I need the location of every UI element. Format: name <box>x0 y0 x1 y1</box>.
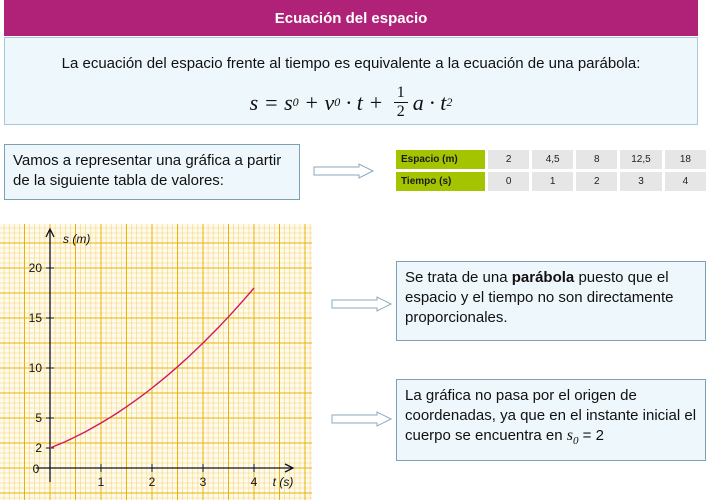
table-row <box>396 150 706 169</box>
y-tick-label: 15 <box>28 311 42 325</box>
origin-s-sub: 0 <box>573 435 579 448</box>
parabola-text-pre: Se trata de una <box>405 269 512 286</box>
origin-s0 <box>566 427 579 448</box>
y-axis-label: s (m) <box>63 232 91 246</box>
chart-background <box>0 224 312 500</box>
table-cell: 8 <box>576 150 617 169</box>
space-time-chart <box>0 224 312 500</box>
formula-dot-t: · t + <box>340 89 389 115</box>
intro-panel <box>4 37 698 125</box>
x-tick-label: 2 <box>148 475 156 489</box>
table-row-label: Espacio (m) <box>396 150 485 169</box>
arrow-right-icon <box>331 296 393 312</box>
table-cell: 4 <box>665 172 706 191</box>
y-tick-label: 20 <box>28 261 42 275</box>
x-tick-label: 3 <box>199 475 207 489</box>
page-title <box>4 0 698 36</box>
table-cell: 4,5 <box>532 150 573 169</box>
table-intro-text: Vamos a representar una gráfica a partir de la siguiente tabla de valores: <box>13 152 282 189</box>
arrow-right-icon <box>313 163 375 179</box>
formula-exponent: 2 <box>446 95 453 109</box>
x-tick-label: 4 <box>250 475 258 489</box>
y-tick-label: 5 <box>35 411 42 425</box>
y-tick-label: 10 <box>28 361 42 375</box>
table-cell: 18 <box>665 150 706 169</box>
table-cell: 2 <box>488 150 529 169</box>
table-cell: 3 <box>620 172 662 191</box>
origin-s-letter: s <box>566 427 574 444</box>
origin-callout <box>396 379 706 461</box>
table-cell: 0 <box>488 172 529 191</box>
values-table <box>393 147 709 194</box>
table-row <box>396 172 706 191</box>
formula-s0-sub: 0 <box>292 95 299 109</box>
parabola-formula <box>5 84 697 121</box>
y-tick-label: 2 <box>35 441 42 455</box>
fraction-denominator: 2 <box>396 103 405 120</box>
parabola-text-bold: parábola <box>511 269 575 286</box>
intro-text: La ecuación del espacio frente al tiempo es equivalente a la ecuación de una parábola: <box>61 55 641 72</box>
parabola-callout <box>396 261 706 341</box>
table-cell: 1 <box>532 172 573 191</box>
x-axis-label: t (s) <box>272 475 294 489</box>
origin-label: 0 <box>32 462 40 476</box>
formula-fraction <box>394 84 408 121</box>
formula-plus-v: + v <box>298 89 335 115</box>
origin-text-pre: La gráfica no pasa por el origen de coordenadas, ya que en el instante inicial el cuerpo se encuentra en <box>405 387 697 444</box>
origin-text-post: = 2 <box>578 427 604 444</box>
parabola-text-post: puesto que el espacio y el tiempo no son directamente proporcionales. <box>405 269 674 326</box>
formula-a-t: a · t <box>412 89 447 115</box>
table-intro-callout <box>4 144 300 200</box>
formula-v0-sub: 0 <box>334 95 341 109</box>
page-title-text: Ecuación del espacio <box>274 9 428 27</box>
fraction-numerator: 1 <box>394 84 408 103</box>
x-tick-label: 1 <box>97 475 105 489</box>
table-cell: 2 <box>576 172 617 191</box>
table-cell: 12,5 <box>620 150 662 169</box>
formula-lhs: s = s <box>249 89 293 115</box>
table-row-label: Tiempo (s) <box>396 172 485 191</box>
arrow-right-icon <box>331 411 393 427</box>
